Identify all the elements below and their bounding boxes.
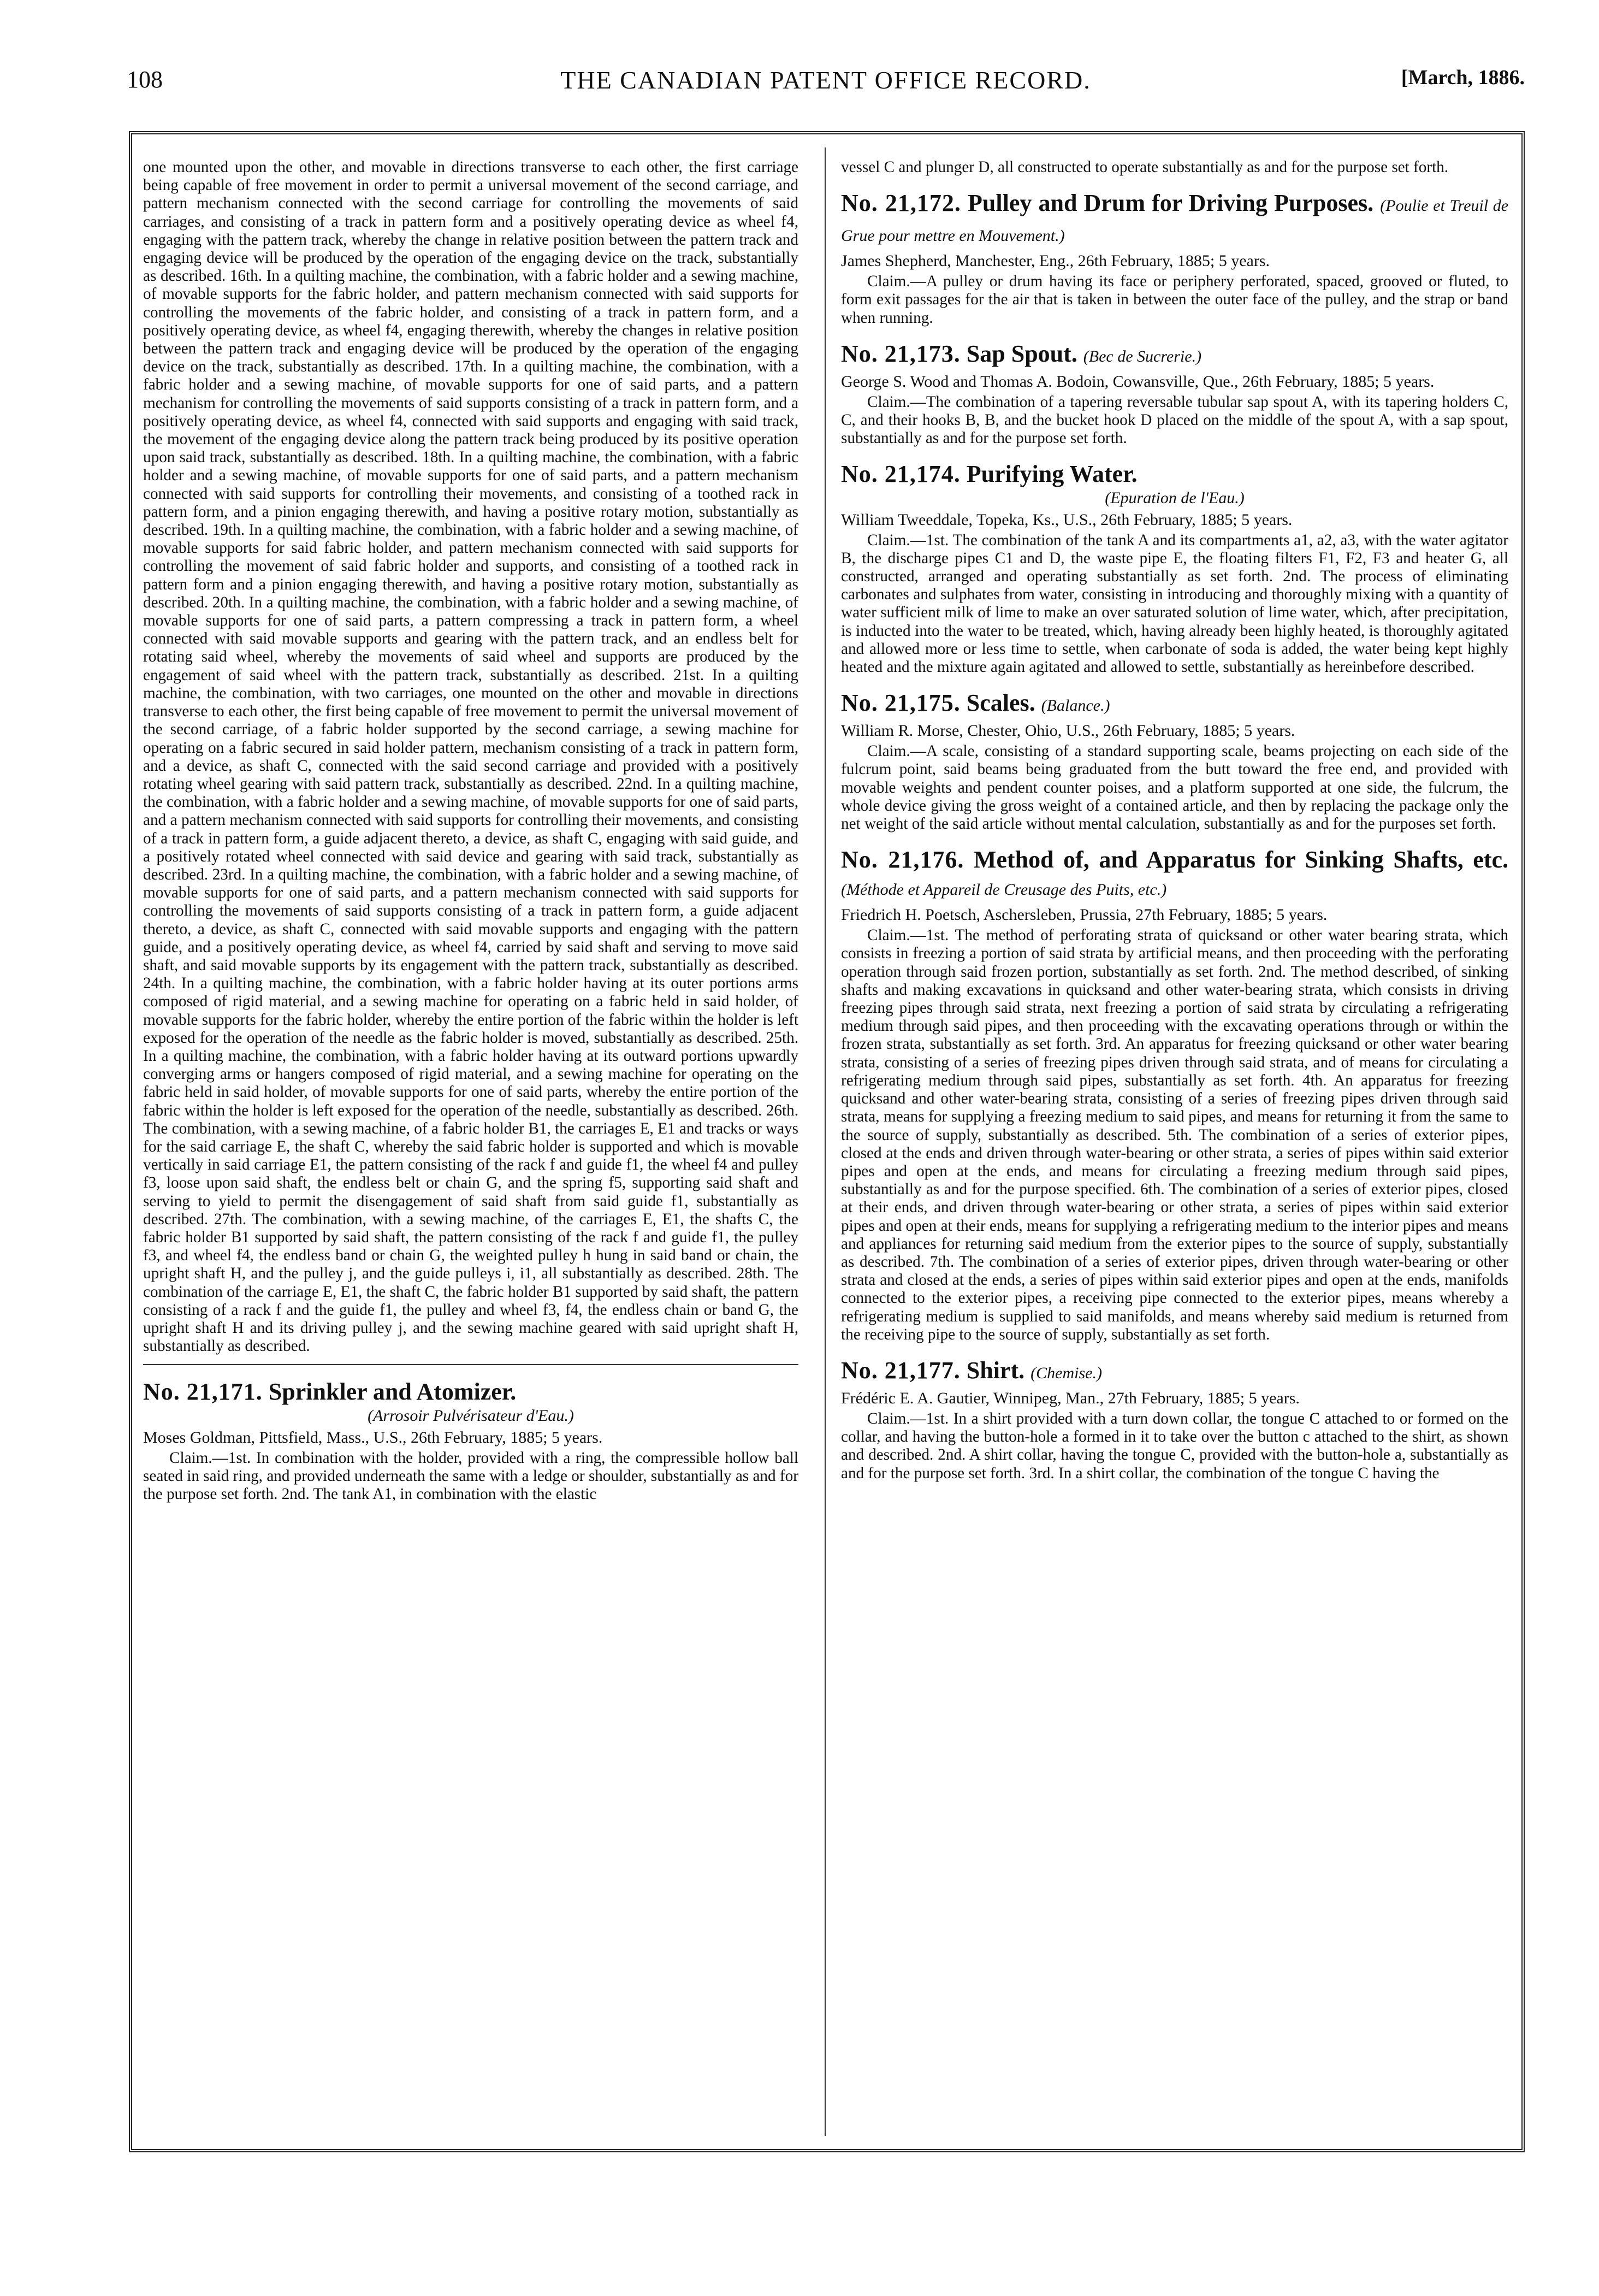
running-title: THE CANADIAN PATENT OFFICE RECORD. [560,66,1091,94]
patent-number: No. 21,172. [841,190,961,217]
patent-french-title: (Epuration de l'Eau.) [1105,489,1245,507]
entry-heading [841,190,1508,250]
patent-entry-21173 [841,340,1508,448]
column-divider [825,147,826,2136]
continued-claims-text: vessel C and plunger D, all constructed to operate substantially as and for the purpose set forth. [841,158,1449,176]
continued-claims-text: one mounted upon the other, and movable in directions transverse to each other, the first carriage being capable of free movement in order to permit a universal movement of the second carriage, and pattern mechanism connected with the second carriage for controlling the movements of said carriages, and consisting of a track in pattern form and a positively operating device as wheel f4, engaging with the pattern track, whereby the change in relative position between the pattern track and engaging device will be produced by the operation of the engaging device on the track, substantially as described. 16th. In a quilting machine, the combination, with a fabric holder and a sewing machine, of movable supports for the fabric holder, and pattern mechanism connected with said supports for controlling the movements of the fabric holder, and consisting of a track in pattern form, and a positively operating device, as wheel f4, engaging therewith, whereby the changes in relative position between the pattern track and engaging device will be produced by the operation of the engaging device on the track, substantially as described. 17th. In a quilting machine, the combination, with a fabric holder and a sewing machine, of movable supports for one of said parts, and a pattern mechanism for controlling the movements of said supports consisting of a track in pattern form, and a positively operating device, as wheel f4, connected with said supports and engaging with said track, the movement of the engaging device along the pattern track being produced by its positive operation upon said track, substantially as described. 18th. In a quilting machine, the combination, with a fabric holder and a sewing machine, of movable supports for one of said parts, and a pattern mechanism connected with said supports for controlling their movements, and consisting of a toothed rack in pattern form, and a pinion engaging therewith, and having a positive rotary motion, substantially as described. 19th. In a quilting machine, the combination, with a fabric holder and a sewing machine, of movable supports for said fabric holder, and pattern mechanism connected with said supports for controlling the movement of said fabric holder and supports, and consisting of a toothed rack in pattern form and a pinion engaging therewith, and having a positive rotary motion, substantially as described. 20th. In a quilting machine, the combination, with a fabric holder and a sewing machine, of movable supports for one of said parts, a pattern compressing a track in pattern form, a wheel connected with said movable supports and gearing with the pattern track, and an endless belt for rotating said wheel, whereby the movements of said wheel and supports are produced by the engagement of said wheel with the pattern track, substantially as described. 21st. In a quilting machine, the combination, with two carriages, one mounted on the other and movable in directions transverse to each other, the first being capable of free movement to permit the universal movement of the second carriage, of a fabric holder supported by the second carriage, a sewing machine for operating on a fabric secured in said holder pattern, mechanism consisting of a track in pattern form, and a device, as shaft C, connected with the said second carriage and provided with a positively rotating wheel gearing with said pattern track, substantially as described. 22nd. In a quilting machine, the combination, with a fabric holder and a sewing machine, of movable supports for one of said parts, and a pattern mechanism connected with said supports for controlling their movements, and consisting of a track in pattern form, a guide adjacent thereto, a device, as shaft C, engaging with said guide, and a positively rotated wheel connected with said device and gearing with said track, substantially as described. 23rd. In a quilting machine, the combination, with a fabric holder and a sewing machine, of movable supports for one of said parts, and a pattern mechanism connected with said supports for controlling the movements of said supports consisting of a track in pattern form, a guide adjacent thereto, a device, as shaft C, connected with said movable supports and engaging with the pattern guide, and a positively operating device, as wheel f4, carried by said shaft and serving to move said shaft, and said movable supports by its engagement with the pattern track, substantially as described. 24th. In a quilting machine, the combination, with a fabric holder having at its outer portions arms composed of rigid material, and a sewing machine for operating on a fabric held in said holder, of movable supports for the fabric holder, whereby the entire portion of the fabric within the holder is left exposed for the operation of the needle as the fabric holder is moved, substantially as described. 25th. In a quilting machine, the combination, with a fabric holder having at its outward portions upwardly converging arms or hangers composed of rigid material, and a sewing machine for operating on the fabric held in said holder, of movable supports for one of said parts, whereby the entire portion of the fabric within the holder is left exposed for the operation of the needle, substantially as described. 26th. The combination, with a sewing machine, of a fabric holder B1, the carriages E, E1 and tracks or ways for the said carriage E, the shaft C, whereby the said fabric holder is supported and which is movable vertically in said carriage E1, the pattern consisting of the rack f and guide f1, the wheel f4 and pulley f3, loose upon said shaft, the endless belt or chain G, and the spring f5, supporting said shaft and serving to yield to permit the disengagement of said shaft from said guide f1, substantially as described. 27th. The combination, with a sewing machine, of the carriages E, E1, the shafts C, the fabric holder B1 supported by said shaft, the pattern consisting of the rack f and guide f1, the pulley f3, and wheel f4, the endless band or chain G, the weighted pulley h hung in said band or chain, the upright shaft H, and the pulley j, and the guide pulleys i, i1, all substantially as described. 28th. The combination of the carriage E, E1, the shaft C, the fabric holder B1 supported by said shaft, the pattern consisting of a rack f and the guide f1, the pulley and wheel f3, f4, the endless chain or band G, the upright shaft H and its driving pulley j, and the sewing machine geared with said upright shaft H, substantially as described. [143,158,798,1355]
patent-claim: Claim.—A pulley or drum having its face or periphery perforated, spaced, grooved or fluted, to form exit passages for the air that is taken in between the outer face of the pulley, and the strap or band when running. [841,273,1508,327]
patent-entry-21171 [143,1378,798,1503]
patent-french-title: (Poulie et Treuil de Grue pour mettre en Mouvement.) [841,197,1508,245]
patent-number: No. 21,174. [841,461,961,488]
patent-title: Shirt. [966,1356,1025,1384]
patent-title: Sap Spout. [966,340,1077,367]
patent-claim: Claim.—1st. The combination of the tank A and its compartments a1, a2, a3, with the water agitator B, the discharge pipes C1 and D, the waste pipe E, the floating filters F1, F2, F3 and heater G, all constructed, arranged and operating substantially as set forth. 2nd. The process of eliminating carbonates and sulphates from water, consisting in introducing and thoroughly mixing with a quantity of water sufficient milk of lime to make an over saturated solution of lime water, which, after precipitation, is inducted into the water to be treated, which, having already been highly heated, is thoroughly agitated and allowed more or less time to settle, when carbonate of soda is added, the water being kept highly heated and the mixture again agitated and allowed to settle, substantially as hereinbefore described. [841,531,1508,676]
issue-date: [March, 1886. [1401,66,1525,89]
patent-entry-21175 [841,689,1508,833]
page-header [127,66,1525,104]
patent-inventor: Friedrich H. Poetsch, Aschersleben, Prussia, 27th February, 1885; 5 years. [841,906,1328,924]
entry-heading [841,689,1508,719]
patent-number: No. 21,173. [841,340,961,367]
patent-french-title: (Arrosoir Pulvérisateur d'Eau.) [368,1407,574,1425]
patent-claim: Claim.—The combination of a tapering reversable tubular sap spout A, with its tapering holders C, C, and their hooks B, B, and the bucket hook D placed on the middle of the spout A, with a sap spout, substantially as and for the purpose set forth. [841,393,1508,447]
patent-claim: Claim.—1st. The method of perforating strata of quicksand or other water bearing strata, which consists in freezing a portion of said strata by artificial means, and then proceeding with the perforating operation through said frozen portion, substantially as set forth. 2nd. The method described, of sinking shafts and making excavations in quicksand and other water-bearing strata, which consists in driving freezing pipes through said strata, next freezing a portion of said strata by circulating a refrigerating medium through said pipes, and then proceeding with the excavating operations through or within the frozen strata, substantially as set forth. 3rd. An apparatus for freezing quicksand or other water bearing strata, consisting of a series of freezing pipes driven through said strata, and of means for circulating a refrigerating medium through said pipes, substantially as set forth. 4th. An apparatus for freezing quicksand and other water-bearing strata, consisting of a series of freezing pipes driven through said strata, means for supplying a freezing medium to said pipes, and means for returning it from the same to the source of supply, substantially as described. 5th. The combination of a series of exterior pipes, closed at the ends and driven through water-bearing or other strata, a series of pipes within said exterior pipes and open at the ends, and means for circulating a freezing medium through said pipes, substantially as and for the purpose specified. 6th. The combination of a series of exterior pipes, closed at their ends, and driven through water-bearing or other strata, a series of pipes within said exterior pipes and open at their ends, means for supplying a refrigerating medium to the interior pipes and means and appliances for returning said medium from the exterior pipes to the source of supply, substantially as described. 7th. The combination of a series of exterior pipes, driven through water-bearing or other strata and closed at the ends, a series of pipes within said exterior pipes and open at the ends, manifolds connected to the exterior pipes, a receiving pipe connected to the exterior pipes, means whereby a refrigerating medium is supplied to said manifolds, and means whereby said medium is returned from the receiving pipe to the source of supply, substantially as set forth. [841,926,1508,1343]
patent-claim: Claim.—1st. In combination with the holder, provided with a ring, the compressible hollow ball seated in said ring, and provided underneath the same with a ledge or shoulder, substantially as and for the purpose set forth. 2nd. The tank A1, in combination with the elastic [143,1449,798,1503]
entry-heading [143,1378,798,1406]
patent-claim: Claim.—A scale, consisting of a standard supporting scale, beams projecting on each side of the fulcrum point, said beams being graduated from the butt toward the free end, and provided with movable weights and pendent counter poises, and a platform supported at one side, the fulcrum, the whole device giving the gross weight of a contained article, and then by replacing the package only the net weight of the said article without mental calculation, substantially as and for the purposes set forth. [841,742,1508,833]
patent-number: No. 21,177. [841,1356,961,1384]
patent-inventor: William R. Morse, Chester, Ohio, U.S., 26th February, 1885; 5 years. [841,722,1295,740]
patent-number: No. 21,176. [841,846,964,873]
patent-title: Purifying Water. [966,461,1138,488]
patent-number: No. 21,175. [841,689,961,717]
patent-entry-21176 [841,846,1508,1344]
patent-claim: Claim.—1st. In a shirt provided with a turn down collar, the tongue C attached to or formed on the collar, and having the button-hole a formed in it to take over the button c attached to the shirt, as shown and described. 2nd. A shirt collar, having the tongue C, provided with the button-hole a, substantially as and for the purpose set forth. 3rd. In a shirt collar, the combination of the tongue C having the [841,1409,1508,1482]
left-column [143,158,798,2149]
patent-entry-21172 [841,190,1508,327]
patent-french-title: (Méthode et Appareil de Creusage des Puits, etc.) [841,881,1167,899]
patent-inventor: William Tweeddale, Topeka, Ks., U.S., 26th February, 1885; 5 years. [841,510,1293,529]
entry-heading [841,1357,1508,1387]
entry-heading [841,846,1508,904]
patent-french-title: (Chemise.) [1031,1364,1102,1382]
patent-entry-21177 [841,1357,1508,1483]
patent-title: Method of, and Apparatus for Sinking Shafts, etc. [973,846,1508,873]
patent-entry-21174 [841,461,1508,676]
patent-inventor: James Shepherd, Manchester, Eng., 26th February, 1885; 5 years. [841,252,1270,270]
patent-title: Scales. [966,689,1035,717]
entry-heading [841,461,1508,488]
patent-french-title: (Balance.) [1041,697,1110,715]
patent-inventor: George S. Wood and Thomas A. Bodoin, Cowansville, Que., 26th February, 1885; 5 years. [841,372,1435,391]
right-column [841,158,1508,2149]
entry-heading [841,340,1508,370]
patent-title: Sprinkler and Atomizer. [268,1378,517,1406]
patent-title: Pulley and Drum for Driving Purposes. [968,190,1374,217]
patent-inventor: Frédéric E. A. Gautier, Winnipeg, Man., 27th February, 1885; 5 years. [841,1389,1300,1407]
patent-french-title: (Bec de Sucrerie.) [1083,347,1202,365]
patent-inventor: Moses Goldman, Pittsfield, Mass., U.S., 26th February, 1885; 5 years. [143,1428,603,1447]
patent-number: No. 21,171. [143,1378,263,1406]
page-number: 108 [127,66,163,93]
entry-separator [143,1364,798,1365]
